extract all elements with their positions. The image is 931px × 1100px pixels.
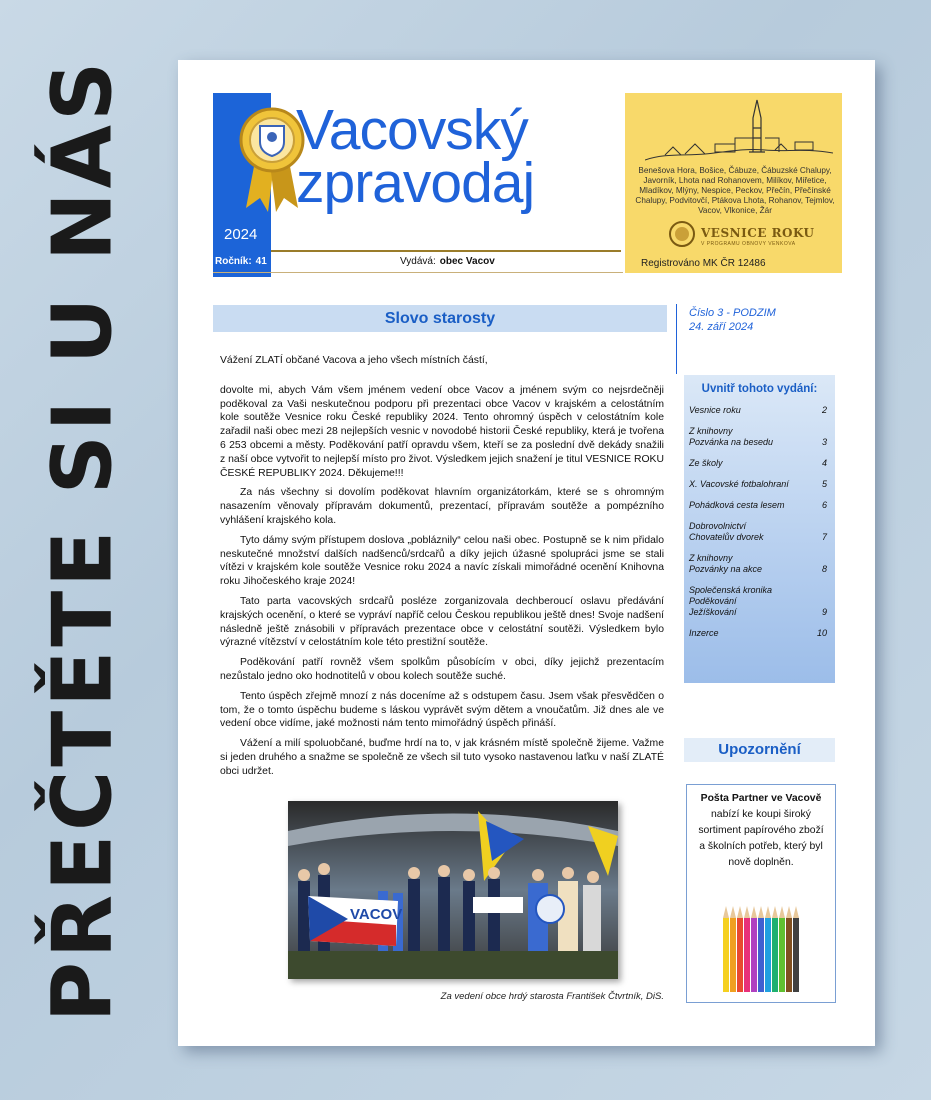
toc-heading: Uvnitř tohoto vydání:: [701, 383, 818, 395]
celebration-photo: [288, 801, 618, 979]
pencil-tip: [779, 906, 785, 918]
side-title: [8, 57, 158, 1023]
toc-item: [684, 585, 835, 618]
vydava: [400, 256, 495, 267]
issue-divider: [676, 304, 677, 374]
issue-date: 24. září 2024: [689, 321, 754, 333]
pencil-shape: [793, 918, 799, 992]
header-divider: [271, 250, 621, 252]
masthead-line1: Vacovský: [296, 98, 528, 162]
vesnice-roku-label: VESNICE ROKU: [701, 226, 815, 240]
pencil-shape: [765, 918, 771, 992]
article-paragraph: Poděkování patří rovněž všem spolkům působícím v obci, díky jejichž prezentacím nezůstalo jedno oko hodnotitelů v obou kolech soutěže suché.: [220, 657, 664, 682]
pencil-shape: [786, 918, 792, 992]
toc-item: [684, 426, 835, 448]
pencil-tip: [737, 906, 743, 918]
toc-item-label: Ze školy: [689, 458, 723, 468]
pencil-shape: [730, 918, 736, 992]
side-title-text: PŘEČTĚTE SI U NÁS: [35, 57, 131, 1023]
notice-heading: Upozornění: [684, 738, 835, 762]
rocnik-label: Ročník:: [215, 256, 252, 267]
toc-item: [684, 405, 835, 416]
pencil-tip: [723, 906, 729, 918]
pencil-shape: [737, 918, 743, 992]
toc-item-page: 5: [821, 479, 827, 489]
masthead-line2: zpravodaj: [296, 151, 535, 215]
toc-item: [684, 553, 835, 575]
header-bottom-rule: [213, 272, 623, 273]
pencil-tip: [744, 906, 750, 918]
toc-item-label: Vesnice roku: [689, 405, 741, 415]
toc-item-page: 6: [821, 500, 827, 510]
photo-banner-text: VACOV: [350, 906, 403, 923]
newsletter-page: [178, 60, 875, 1046]
masthead-title: [296, 98, 535, 215]
toc-item-page: 4: [821, 458, 827, 468]
toc-item-page: 9: [821, 607, 827, 617]
issue-info: [689, 306, 776, 334]
pencil-tip: [765, 906, 771, 918]
toc-item-page: 2: [821, 405, 827, 415]
table-of-contents: [684, 375, 835, 683]
toc-item: [684, 500, 835, 511]
toc-item-label: Z knihovny Pozvánka na besedu: [689, 426, 774, 447]
article-paragraph: Tyto dámy svým přístupem doslova „pobláznily“ celou naši obec. Postupně se k nim přidalo neskutečné množství dalších nadšenců/srdcařů a díky jejich úžasné spolupráci jsme se stali vítězi v krajském kole soutěže Vesnice roku 2024 a navíc získali mimořádné ocenění Knihovna roku Jihočeského kraje 2024!: [220, 534, 664, 588]
toc-item-label: Z knihovny Pozvánky na akce: [689, 553, 763, 574]
pencil-shape: [744, 918, 750, 992]
article-paragraph: Za nás všechny si dovolím poděkovat hlavním organizátorkám, které se s ohromným nasazením věnovaly přípravám dokumentů, prezentací, přípravám soutěže a pompézního vyhlášení krajského kola.: [220, 487, 664, 526]
article-body: [220, 354, 664, 785]
article-paragraph: dovolte mi, abych Vám všem jménem vedení obce Vacov a jménem svým co nejsrdečněji poděkoval za Vaši neskutečnou podporu při prezentaci obce Vacov v krajském a celostátním kole soutěže Vesnice roku České republiky 2024. Tento ohromný úspěch v celostátním kole zařadil naši obec mezi 28 nejlepších vesnic v novodobé historii České republiky, která je tvořena 6 253 obcemi a městy. Poděkování patří opravdu všem, kteří se za poslední dvě dekády snažili z naší obce vytvořit to nejlepší místo pro život. Výsledkem jejich snažení je titul VESNICE ROKU ČESKÉ REPUBLIKY 2024. Děkujeme!!!: [220, 384, 664, 479]
colored-pencils-icon: [719, 904, 801, 992]
pencil-shape: [772, 918, 778, 992]
article-paragraph: Tento úspěch zřejmě mnozí z nás doceníme až s odstupem času. Jsem však přesvědčen o tom, že o tomto úspěchu budeme s láskou vyprávět svým dětem a vnoučatům. Již dnes ale ve vedení obce vidíme, jaké možnosti nám tento mimořádný úspěch přináší.: [220, 690, 664, 730]
notice-text: nabízí ke koupi široký sortiment papírového zboží a školních potřeb, který byl nově doplněn.: [698, 809, 824, 868]
rocnik: [215, 256, 267, 267]
toc-item-label: Inzerce: [689, 628, 719, 638]
pencil-tip: [793, 906, 799, 918]
article-salutation: Vážení ZLATÍ občané Vacova a jeho všech místních částí,: [220, 355, 488, 366]
pencil-tip: [786, 906, 792, 918]
pencil-shape: [779, 918, 785, 992]
issue-number: Číslo 3 - PODZIM: [689, 307, 776, 319]
photo-caption: Za vedení obce hrdý starosta František Čtvrtník, DiS.: [440, 991, 664, 1002]
registration-number: Registrováno MK ČR 12486: [641, 258, 766, 269]
toc-item-page: 10: [816, 628, 827, 638]
vydava-label: Vydává:: [400, 256, 436, 267]
toc-item-page: 3: [821, 437, 827, 447]
article-paragraph: Vážení a milí spoluobčané, buďme hrdí na to, v jak krásném místě společně žijeme. Važme si jeden druhého a snažme se společně ze všech sil tuto vysoko nastavenou laťku v naší ZLATÉ obci udržet.: [220, 738, 664, 777]
rocnik-value: 41: [255, 256, 267, 267]
toc-item-page: 8: [821, 564, 827, 574]
toc-item-label: Pohádková cesta lesem: [689, 500, 785, 510]
pencil-tip: [772, 906, 778, 918]
notice-title: Pošta Partner ve Vacově: [700, 793, 822, 804]
pencil-tip: [751, 906, 757, 918]
pencil-shape: [723, 918, 729, 992]
village-skyline-icon: [645, 98, 833, 166]
villages-list: Benešova Hora, Bošice, Čábuze, Čábuzské Chalupy, Javorník, Lhota nad Rohanovem, Milíkov, Miřetice, Mladíkov, Mlýny, Nespice, Peckov, Přečín, Přečínské Chalupy, Podvitovčí, Ptákova Lhota, Rohanov, Tejmlov, Vacov, Vlkonice, Žár: [635, 166, 835, 215]
toc-item-label: Společenská kronika Poděkování Ježíškování: [689, 585, 773, 617]
vydava-value: obec Vacov: [439, 256, 495, 267]
pencil-shape: [751, 918, 757, 992]
article-heading: Slovo starosty: [213, 305, 667, 332]
toc-item-label: Dobrovolnictví Chovatelův dvorek: [689, 521, 764, 542]
toc-item: [684, 628, 835, 639]
vesnice-roku-sub: V PROGRAMU OBNOVY VENKOVA: [701, 241, 796, 247]
pencil-shape: [758, 918, 764, 992]
pencil-tip: [758, 906, 764, 918]
article-paragraph: Tato parta vacovských srdcařů posléze zorganizovala dechberoucí oslavu předávání krajských ocenění, o které se vypráví napříč celou Českou republikou ještě dnes! Svoje nadšení následně ještě znásobili v přípravách prezentace obce v celostátní soutěži. Výsledkem bylo výrazné vítězství v celostátním kole této prestižní soutěže.: [220, 595, 664, 649]
toc-item: [684, 479, 835, 490]
toc-item-page: 7: [821, 532, 827, 542]
toc-item-label: X. Vacovské fotbalohraní: [689, 479, 789, 489]
year-label: 2024: [224, 226, 258, 243]
toc-item: [684, 458, 835, 469]
toc-item: [684, 521, 835, 543]
pencil-tip: [730, 906, 736, 918]
